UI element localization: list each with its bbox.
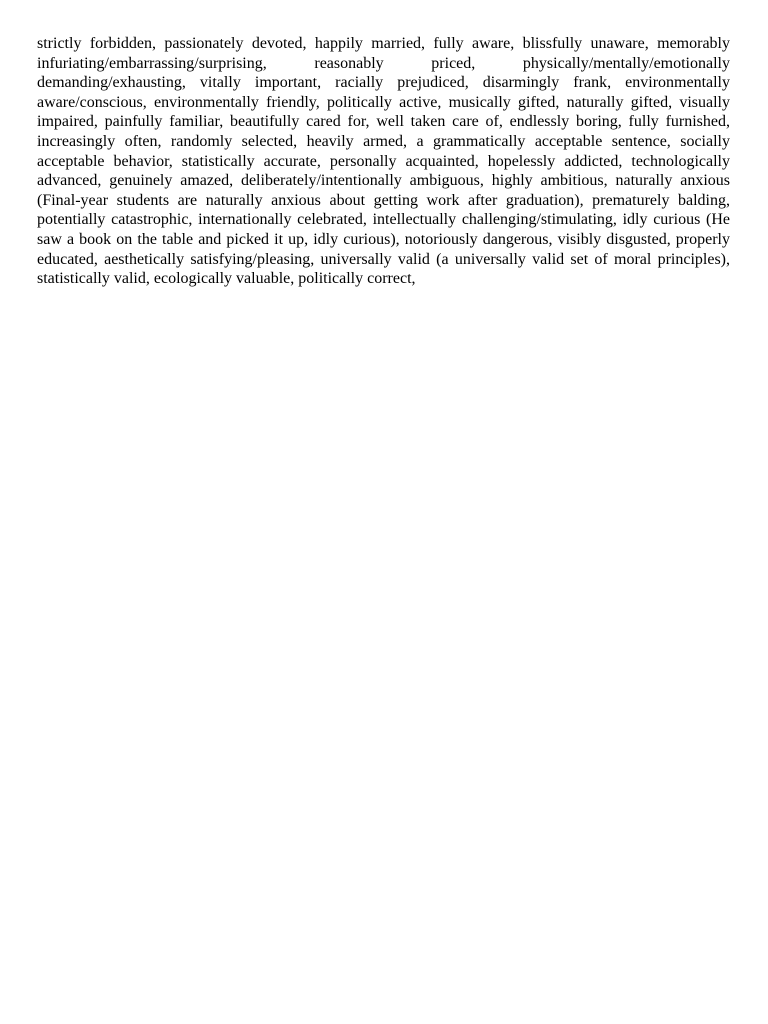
collocation-list-paragraph: strictly forbidden, passionately devoted, happily married, fully aware, blissfully unaware, memorably infuriating/embarrassing/surprising, reasonably priced, physically/mentally/emotionally demanding/exhausting, vitally important, racially prejudiced, disarmingly frank, environmentally aware/conscious, environmentally friendly, politically active, musically gifted, naturally gifted, visually impaired, painfully familiar, beautifully cared for, well taken care of, endlessly boring, fully furnished, increasingly often, randomly selected, heavily armed, a grammatically acceptable sentence, socially acceptable behavior, statistically accurate, personally acquainted, hopelessly addicted, technologically advanced, genuinely amazed, deliberately/intentionally ambiguous, highly ambitious, naturally anxious (Final-year students are naturally anxious about getting work after graduation), prematurely balding, potentially catastrophic, internationally celebrated, intellectually challenging/stimulating, idly curious (He saw a book on the table and picked it up, idly curious), notoriously dangerous, visibly disgusted, properly educated, aesthetically satisfying/pleasing, universally valid (a universally valid set of moral principles), statistically valid, ecologically valuable, politically correct, [37, 35, 730, 288]
